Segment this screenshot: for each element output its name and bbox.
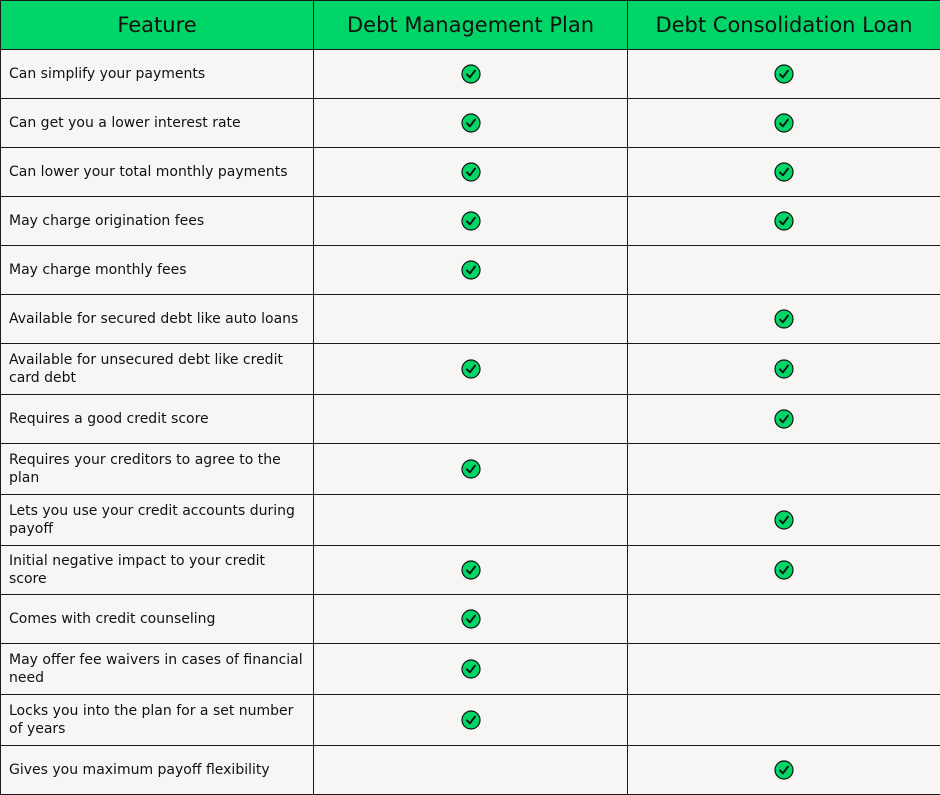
check-circle-icon	[461, 459, 481, 479]
table-row	[1, 246, 940, 295]
dmp-cell	[314, 148, 628, 197]
check-circle-icon	[461, 359, 481, 379]
check-circle-icon	[774, 64, 794, 84]
header-feature: Feature	[1, 1, 314, 50]
dcl-cell	[628, 595, 940, 644]
feature-cell: Can get you a lower interest rate	[1, 99, 314, 148]
check-circle-icon	[461, 609, 481, 629]
feature-cell: Available for secured debt like auto loans	[1, 295, 314, 344]
feature-cell: Can simplify your payments	[1, 50, 314, 99]
dcl-cell	[628, 197, 940, 246]
table-row	[1, 595, 940, 644]
header-debt-consolidation-loan: Debt Consolidation Loan	[628, 1, 940, 50]
dmp-cell	[314, 50, 628, 99]
dmp-cell	[314, 444, 628, 495]
feature-cell: Comes with credit counseling	[1, 595, 314, 644]
dcl-cell	[628, 395, 940, 444]
dcl-cell	[628, 546, 940, 595]
check-circle-icon	[774, 211, 794, 231]
dcl-cell	[628, 495, 940, 546]
dmp-cell	[314, 595, 628, 644]
dcl-cell	[628, 99, 940, 148]
check-circle-icon	[774, 409, 794, 429]
check-circle-icon	[461, 659, 481, 679]
table-row	[1, 295, 940, 344]
table-row	[1, 695, 940, 746]
check-circle-icon	[774, 162, 794, 182]
check-circle-icon	[774, 359, 794, 379]
table-row	[1, 495, 940, 546]
check-circle-icon	[461, 162, 481, 182]
feature-cell: Initial negative impact to your credit score	[1, 546, 314, 595]
feature-cell: Requires your creditors to agree to the plan	[1, 444, 314, 495]
feature-cell: Gives you maximum payoff flexibility	[1, 746, 314, 795]
dmp-cell	[314, 344, 628, 395]
dcl-cell	[628, 695, 940, 746]
table-row	[1, 50, 940, 99]
feature-cell: May offer fee waivers in cases of financial need	[1, 644, 314, 695]
dcl-cell	[628, 344, 940, 395]
dcl-cell	[628, 246, 940, 295]
dcl-cell	[628, 444, 940, 495]
check-circle-icon	[774, 560, 794, 580]
feature-cell: Can lower your total monthly payments	[1, 148, 314, 197]
dcl-cell	[628, 644, 940, 695]
dcl-cell	[628, 50, 940, 99]
dmp-cell	[314, 197, 628, 246]
check-circle-icon	[461, 710, 481, 730]
header-debt-management-plan: Debt Management Plan	[314, 1, 628, 50]
dmp-cell	[314, 99, 628, 148]
check-circle-icon	[461, 64, 481, 84]
check-circle-icon	[774, 113, 794, 133]
table-row	[1, 644, 940, 695]
feature-cell: May charge monthly fees	[1, 246, 314, 295]
feature-cell: Requires a good credit score	[1, 395, 314, 444]
feature-cell: Locks you into the plan for a set number of years	[1, 695, 314, 746]
table-row	[1, 395, 940, 444]
table-body	[1, 50, 940, 795]
table-row	[1, 197, 940, 246]
dcl-cell	[628, 148, 940, 197]
feature-cell: Available for unsecured debt like credit card debt	[1, 344, 314, 395]
table-row	[1, 99, 940, 148]
check-circle-icon	[461, 211, 481, 231]
check-circle-icon	[774, 760, 794, 780]
header-row	[1, 1, 940, 50]
table-row	[1, 148, 940, 197]
dcl-cell	[628, 746, 940, 795]
dmp-cell	[314, 295, 628, 344]
check-circle-icon	[461, 113, 481, 133]
table-row	[1, 444, 940, 495]
check-circle-icon	[461, 560, 481, 580]
feature-cell: May charge origination fees	[1, 197, 314, 246]
check-circle-icon	[774, 510, 794, 530]
dmp-cell	[314, 495, 628, 546]
dcl-cell	[628, 295, 940, 344]
dmp-cell	[314, 644, 628, 695]
check-circle-icon	[774, 309, 794, 329]
dmp-cell	[314, 395, 628, 444]
feature-cell: Lets you use your credit accounts during payoff	[1, 495, 314, 546]
table-row	[1, 746, 940, 795]
dmp-cell	[314, 246, 628, 295]
dmp-cell	[314, 695, 628, 746]
table-row	[1, 344, 940, 395]
dmp-cell	[314, 546, 628, 595]
dmp-cell	[314, 746, 628, 795]
check-circle-icon	[461, 260, 481, 280]
table-row	[1, 546, 940, 595]
